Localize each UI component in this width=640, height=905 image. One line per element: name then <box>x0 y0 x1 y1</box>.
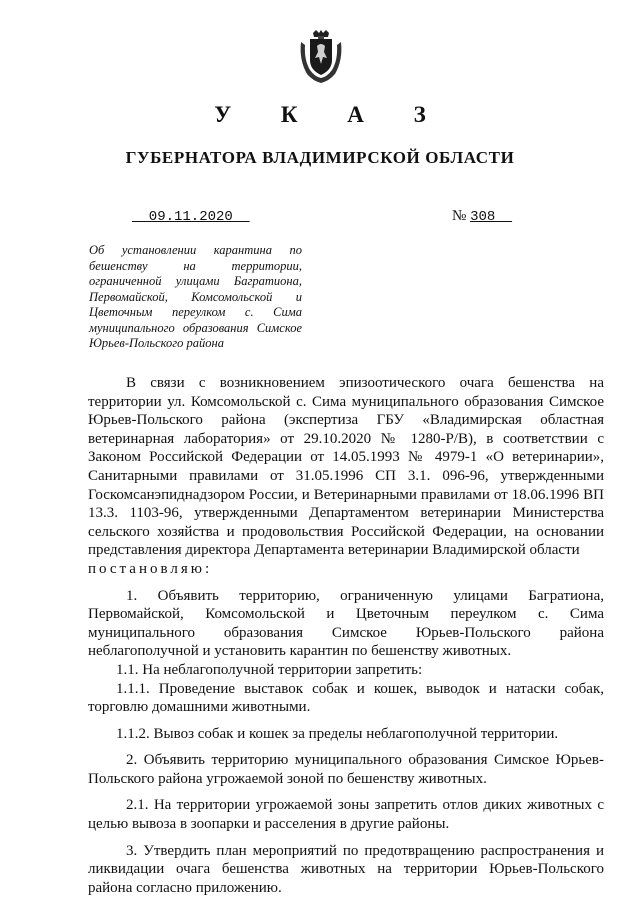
preamble-paragraph: В связи с возникновением эпизоотического очага бешенства на территории ул. Комсомольской с. Сима муниципального образования Симское Юрьев-Польского района (экспертиза ГБУ «Владимирская областная ветеринарная лаборатория» от 29.10.2020 № 1280-Р/В), в соответствии с Законом Российской Федерации от 14.05.1993 № 4979-1 «О ветеринарии», Санитарными правилами от 31.05.1996 СП 3.1. 096-96, утвержденными Госкомсанэпиднадзором России, и Ветеринарными правилами от 18.06.1996 ВП 13.3. 1103-96, утвержденными Департаментом ветеринарии Министерства сельского хозяйства и продовольствия Российской Федерации, на основании представления директора Департамента ветеринарии Владимирской области <box>88 375 604 559</box>
decree-date: 09.11.2020 <box>132 209 250 225</box>
resolve-word: постановляю: <box>88 560 213 577</box>
clause-2: 2. Объявить территорию муниципального образования Симское Юрьев-Польского района угрожаемой зоной по бешенству животных. <box>88 752 604 787</box>
decree-title: У К А З <box>214 102 448 127</box>
clause-2-1: 2.1. На территории угрожаемой зоны запретить отлов диких животных с целью вывоза в зоопарки и расселения в другие районы. <box>88 797 604 833</box>
clause-1-1: 1.1. На неблагополучной территории запретить: <box>116 661 423 678</box>
clause-1-1-2: 1.1.2. Вывоз собак и кошек за пределы неблагополучной территории. <box>116 725 559 742</box>
issuer-heading: ГУБЕРНАТОРА ВЛАДИМИРСКОЙ ОБЛАСТИ <box>125 148 515 167</box>
coat-of-arms-icon <box>297 30 345 84</box>
decree-body <box>88 374 604 897</box>
number-sign: № <box>452 208 471 224</box>
decree-subject: Об установлении карантина по бешенству на территории, ограниченной улицами Багратиона, Первомайской, Комсомольской и Цветочным переулком с. Сима муниципального образования Симское Юрьев-Польского района <box>89 243 302 350</box>
number-value: 308 <box>470 209 513 225</box>
clause-1: 1. Объявить территорию, ограниченную улицами Багратиона, Первомайской, Комсомольской и Цветочным переулком с. Сима муниципального образования Симское Юрьев-Польского района неблагополучной и установить карантин по бешенству животных. <box>88 587 604 660</box>
clause-3: 3. Утвердить план мероприятий по предотвращению распространения и ликвидации очага бешенства животных на территории Юрьев-Польского района согласно приложению. <box>88 842 604 896</box>
clause-1-1-1: 1.1.1. Проведение выставок собак и кошек, выводок и натаски собак, торговлю домашними животными. <box>88 680 604 716</box>
decree-number <box>452 208 512 225</box>
